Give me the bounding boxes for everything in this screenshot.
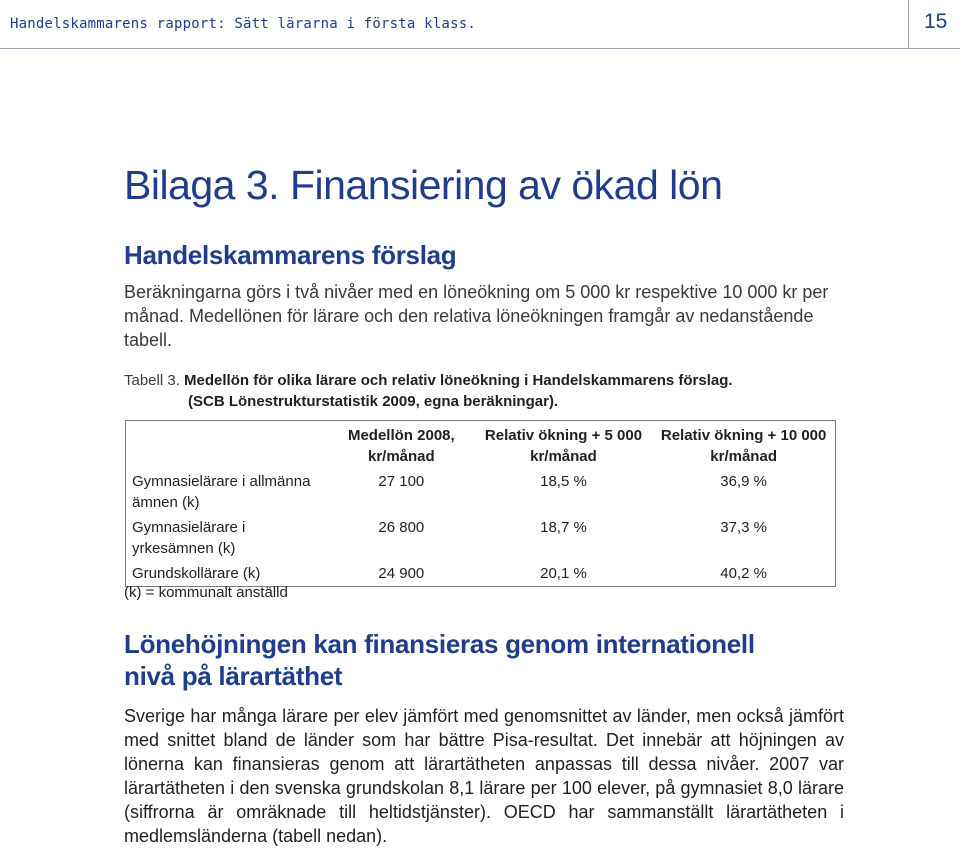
table-source: (SCB Lönestrukturstatistik 2009, egna beräkningar). <box>188 393 559 410</box>
section-heading-proposal: Handelskammarens förslag <box>124 240 457 270</box>
header-divider <box>908 0 909 48</box>
financing-paragraph: Sverige har många lärare per elev jämfört med genomsnittet av länder, men också jämfört med snittet bland de länder som har bättre Pisa-resultat. Det innebär att höjningen av lönerna kan finansieras genom att lärartätheten anpassas till dessa nivåer. 2007 var lärartätheten i den svenska grundskolan 8,1 lärare per 100 elever, på gymnasiet 8,0 lärare (siffrorna är omräknade till heltidstjänster). OECD har sammanställt lärartätheten i medlemsländerna (tabell nedan). <box>124 706 844 846</box>
running-title: Handelskammarens rapport: Sätt lärarna i första klass. <box>10 16 476 32</box>
table-cell: 24 900 <box>378 565 425 582</box>
table-cell: 18,7 % <box>540 519 587 536</box>
table-header-cell: Relativ ökning + 5 000 kr/månad <box>484 427 643 465</box>
table-cell: 40,2 % <box>720 565 767 582</box>
table-cell: 26 800 <box>378 519 425 536</box>
page-number: 15 <box>924 10 948 33</box>
table-cell: 27 100 <box>378 473 425 490</box>
table-row <box>126 469 836 515</box>
table-title: Medellön för olika lärare och relativ löneökning i Handelskammarens förslag. <box>184 372 733 389</box>
table-cell: 20,1 % <box>540 565 587 582</box>
table-row <box>126 515 836 561</box>
intro-paragraph: Beräkningarna görs i två nivåer med en löneökning om 5 000 kr respektive 10 000 kr per månad. Medellönen för lärare och den relativa löneökningen framgår av nedanstående tabell. <box>124 282 829 350</box>
page-header <box>0 0 960 49</box>
table-caption <box>124 370 733 412</box>
table-cell: 18,5 % <box>540 473 587 490</box>
salary-table <box>125 420 836 587</box>
table-cell: 36,9 % <box>720 473 767 490</box>
table-row <box>126 561 836 587</box>
row-label: Gymnasielärare i yrkesämnen (k) <box>132 519 246 557</box>
table-cell: 37,3 % <box>720 519 767 536</box>
table-label: Tabell 3. <box>124 372 180 389</box>
table-header-cell <box>126 421 329 470</box>
section-heading-financing: Lönehöjningen kan finansieras genom internationell nivå på lärartäthet <box>124 629 755 691</box>
table-footnote: (k) = kommunalt anställd <box>124 584 288 601</box>
page-title: Bilaga 3. Finansiering av ökad lön <box>124 162 723 208</box>
table-header-cell: Relativ ökning + 10 000 kr/månad <box>660 427 827 465</box>
row-label: Grundskollärare (k) <box>132 565 261 582</box>
table-header-row <box>126 421 836 470</box>
table-header-cell: Medellön 2008, kr/månad <box>347 427 455 465</box>
row-label: Gymnasielärare i allmänna ämnen (k) <box>132 473 311 511</box>
